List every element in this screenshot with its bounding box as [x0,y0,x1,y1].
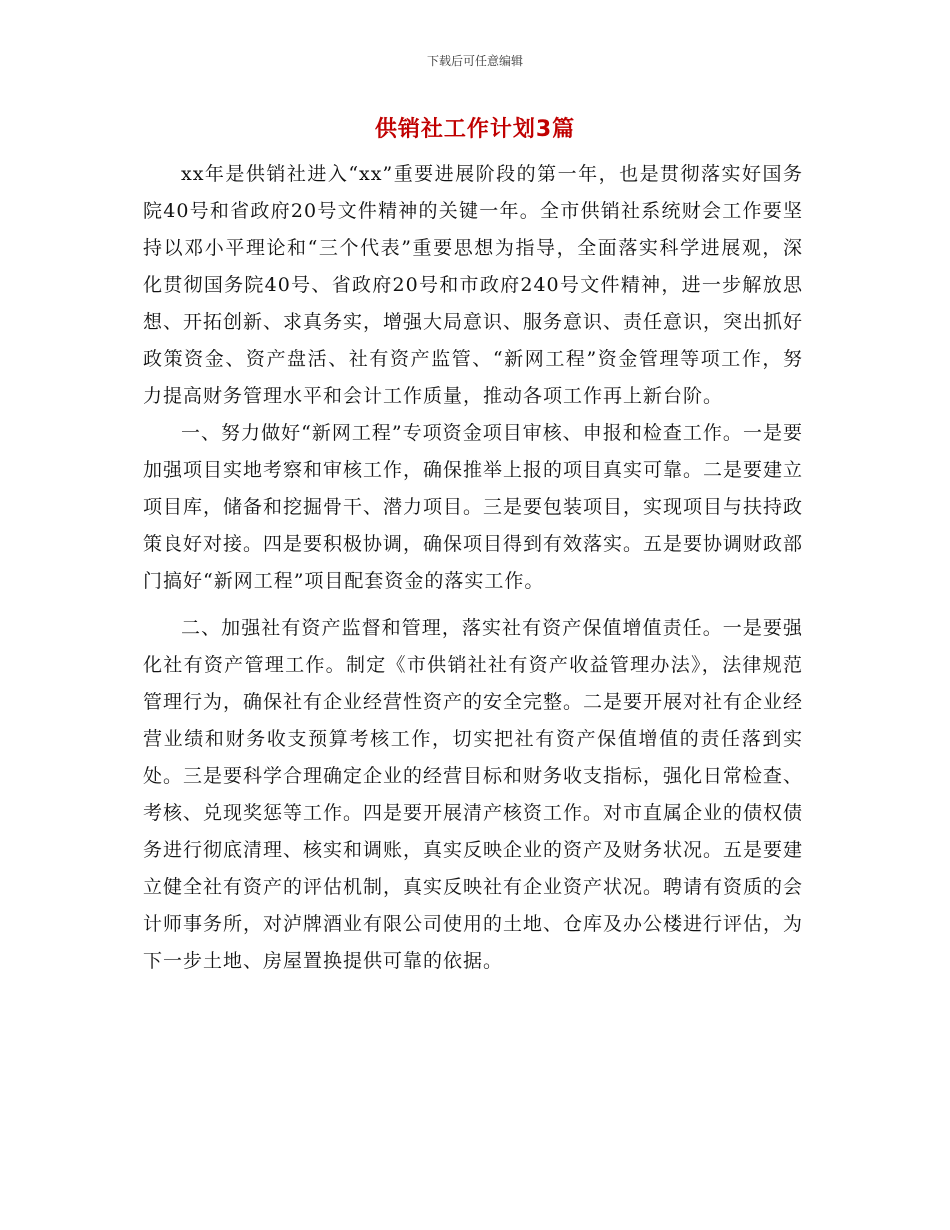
document-title: 供销社工作计划3篇 [374,117,576,142]
header-note: 下载后可任意编辑 [426,54,523,68]
paragraph-section-2: 二、加强社有资产监督和管理，落实社有资产保值增值责任。一是要强化社有资产管理工作。制定《市供销社社有资产收益管理办法》，法律规范管理行为，确保社有企业经营性资产的安全完整。二是要开展对社有企业经营业绩和财务收支预算考核工作，切实把社有资产保值增值的责任落到实处。三是要科学合理确定企业的经营目标和财务收支指标，强化日常检查、考核、兑现奖惩等工作。四是要开展清产核资工作。对市直属企业的债权债务进行彻底清理、核实和调账，真实反映企业的资产及财务状况。五是要建立健全社有资产的评估机制，真实反映社有企业资产状况。聘请有资质的会计师事务所，对泸牌酒业有限公司使用的土地、仓库及办公楼进行评估，为下一步土地、房屋置换提供可靠的依据。 [143,617,804,972]
document-body [143,156,803,980]
paragraph-intro: xx年是供销社进入“xx”重要进展阶段的第一年，也是贯彻落实好国务院40号和省政府20号文件精神的关键一年。全市供销社系统财会工作要坚持以邓小平理论和“三个代表”重要思想为指导，全面落实科学进展观，深化贯彻国务院40号、省政府20号和市政府240号文件精神，进一步解放思想、开拓创新、求真务实，增强大局意识、服务意识、责任意识，突出抓好政策资金、资产盘活、社有资产监管、“新网工程”资金管理等项工作，努力提高财务管理水平和会计工作质量，推动各项工作再上新台阶。 [143,163,804,407]
paragraph-section-1: 一、努力做好“新网工程”专项资金项目审核、申报和检查工作。一是要加强项目实地考察和审核工作，确保推举上报的项目真实可靠。二是要建立项目库，储备和挖掘骨干、潜力项目。三是要包装项目，实现项目与扶持政策良好对接。四是要积极协调，确保项目得到有效落实。五是要协调财政部门搞好“新网工程”项目配套资金的落实工作。 [143,422,804,592]
